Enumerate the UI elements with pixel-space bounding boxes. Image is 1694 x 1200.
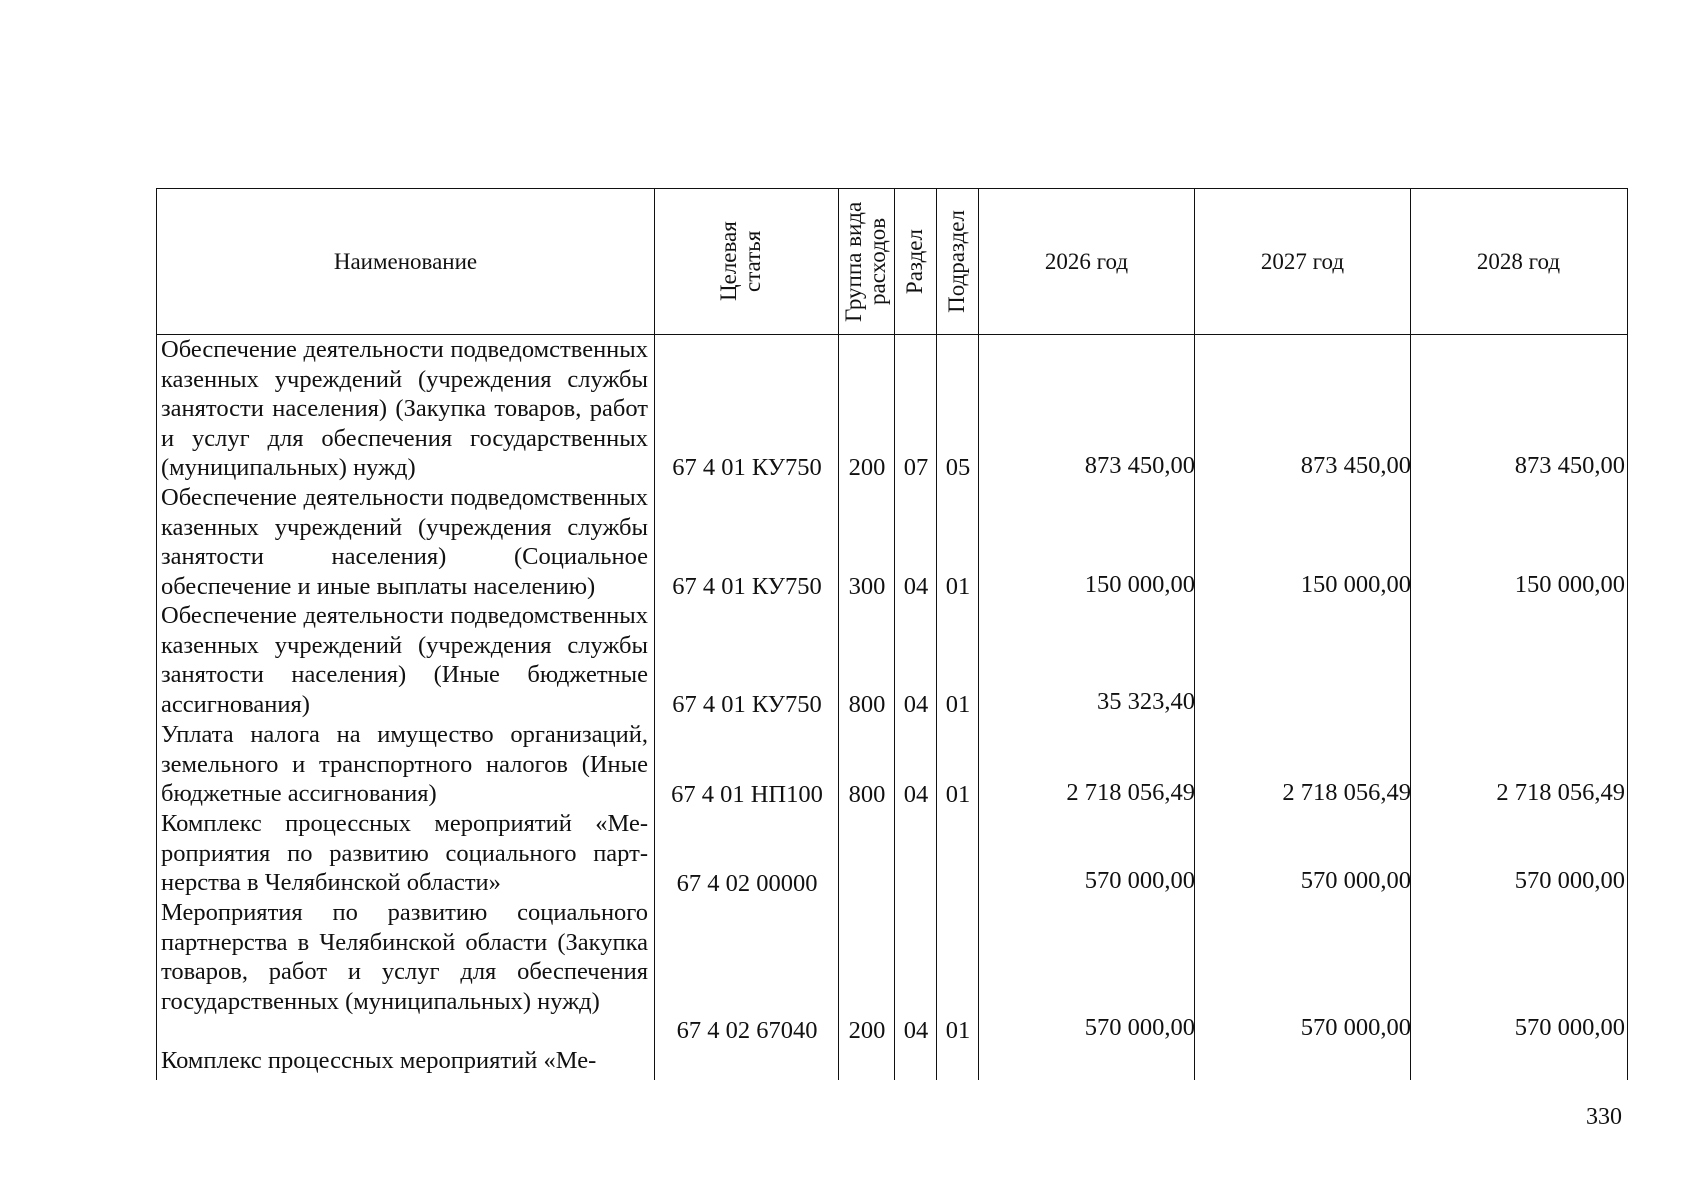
- row-name: Обеспечение деятельности подведомственных казенных учреждений (учреждения службы занятости населения) (Иные бюджетные ассигнования): [161, 602, 648, 718]
- header-2027: [1195, 189, 1411, 334]
- header-section-label: Раздел: [902, 228, 928, 295]
- row-2027: 873 450,00: [1300, 452, 1411, 479]
- table-body: [156, 335, 1628, 1080]
- row-2026: 2 718 056,49: [1066, 779, 1195, 806]
- row-2028: 150 000,00: [1514, 571, 1625, 598]
- row-2026: 150 000,00: [1084, 571, 1195, 598]
- row-group: 200: [848, 1017, 886, 1044]
- row-section: 07: [903, 454, 929, 481]
- header-section: [895, 189, 937, 334]
- row-2026: 35 323,40: [1097, 688, 1195, 715]
- row-subsection: 01: [945, 1017, 971, 1044]
- header-2028-label: 2028 год: [1476, 248, 1561, 274]
- header-subsection-label: Подраздел: [944, 210, 970, 313]
- row-group: 800: [848, 781, 886, 808]
- column-divider: [1410, 335, 1411, 1080]
- header-name: [157, 189, 655, 334]
- header-name-label: Наименование: [333, 248, 478, 274]
- row-2028: 570 000,00: [1514, 1014, 1625, 1041]
- row-code: 67 4 01 КУ750: [672, 573, 822, 600]
- row-2028: 2 718 056,49: [1496, 779, 1625, 806]
- row-2026: 570 000,00: [1084, 1014, 1195, 1041]
- row-name: Мероприятия по развитию социального партнерства в Челябинской области (Закупка товаров, работ и услуг для обеспечения государственных (муниципальных) нужд): [161, 899, 648, 1015]
- row-code: 67 4 02 00000: [676, 870, 818, 897]
- row-name: Комплекс процессных мероприятий «Мероприятия по развитию социального партнерства в Челябинской области»: [161, 810, 648, 896]
- row-subsection: 05: [945, 454, 971, 481]
- row-code: 67 4 01 КУ750: [672, 691, 822, 718]
- row-section: 04: [903, 691, 929, 718]
- row-subsection: 01: [945, 691, 971, 718]
- header-group-label: Группа вида расходов: [840, 201, 890, 322]
- header-group: [839, 189, 895, 334]
- header-2026: [979, 189, 1195, 334]
- header-subsection: [937, 189, 979, 334]
- row-code: 67 4 01 НП100: [671, 781, 823, 808]
- row-section: 04: [903, 1017, 929, 1044]
- row-name: Обеспечение деятельности подведомственных казенных учреждений (учреждения службы занятости населения) (Социальное обеспечение и иные выплаты населению): [161, 484, 648, 600]
- row-section: 04: [903, 573, 929, 600]
- row-group: 200: [848, 454, 886, 481]
- row-code: 67 4 02 67040: [676, 1017, 818, 1044]
- page-number: 330: [1586, 1104, 1622, 1130]
- row-2026: 873 450,00: [1084, 452, 1195, 479]
- row-2028: 570 000,00: [1514, 867, 1625, 894]
- table-header: [156, 188, 1628, 335]
- row-subsection: 01: [945, 781, 971, 808]
- row-subsection: 01: [945, 573, 971, 600]
- row-group: 800: [848, 691, 886, 718]
- row-name: Обеспечение деятельности подведомственных казенных учреждений (учреждения службы занятости населения) (Закупка товаров, работ и услуг для обеспечения государственных (муниципальных) нужд): [161, 336, 648, 481]
- row-code: 67 4 01 КУ750: [672, 454, 822, 481]
- row-2027: 570 000,00: [1300, 867, 1411, 894]
- row-name: Уплата налога на имущество организаций, земельного и транспортного налогов (Иные бюджетные ассигнования): [161, 721, 648, 807]
- row-2026: 570 000,00: [1084, 867, 1195, 894]
- row-section: 04: [903, 781, 929, 808]
- row-2027: 570 000,00: [1300, 1014, 1411, 1041]
- header-code: [655, 189, 839, 334]
- header-code-label: Целевая статья: [715, 221, 765, 302]
- row-2027: 2 718 056,49: [1282, 779, 1411, 806]
- header-2028: [1411, 189, 1626, 334]
- row-2028: 873 450,00: [1514, 452, 1625, 479]
- row-name: Комплекс процессных мероприятий «Ме-: [161, 1047, 597, 1074]
- row-2027: 150 000,00: [1300, 571, 1411, 598]
- row-group: 300: [848, 573, 886, 600]
- header-2026-label: 2026 год: [1044, 248, 1129, 274]
- header-2027-label: 2027 год: [1260, 248, 1345, 274]
